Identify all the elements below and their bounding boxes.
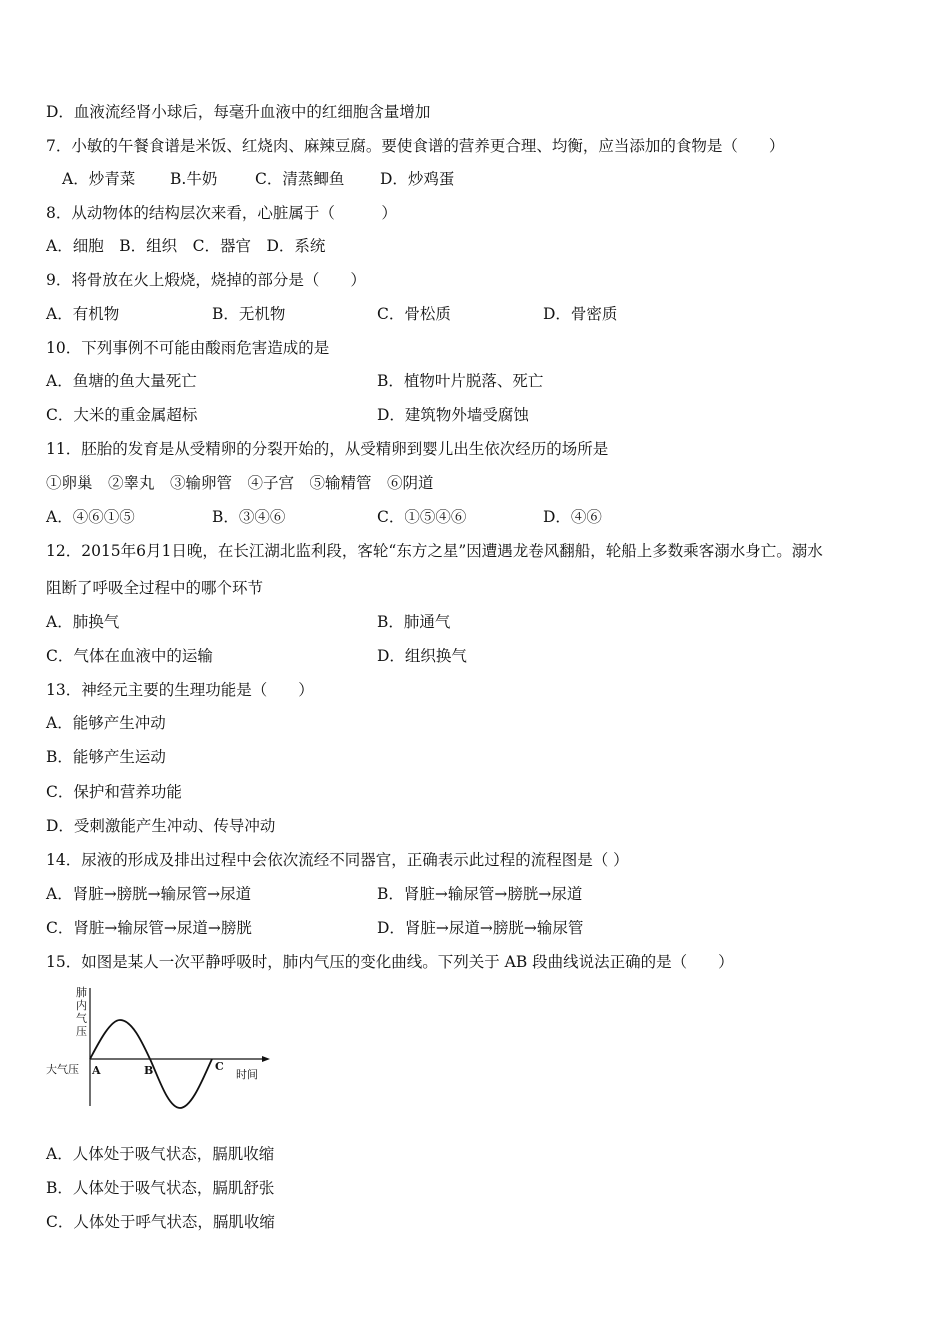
y-axis-label-2: 内 <box>76 999 87 1012</box>
q14-option-a: A．肾脏→膀胱→输尿管→尿道 <box>46 885 252 903</box>
q12-option-d: D．组织换气 <box>377 647 467 665</box>
y-axis-label-1: 肺 <box>76 986 87 999</box>
q12-option-b: B．肺通气 <box>377 613 451 631</box>
q7-option-c: C．清蒸鲫鱼 <box>255 170 345 188</box>
q13-option-d: D．受刺激能产生冲动、传导冲动 <box>46 817 276 835</box>
q7-stem: 7．小敏的午餐食谱是米饭、红烧肉、麻辣豆腐。要使食谱的营养更合理、均衡，应当添加的食物是（ ） <box>46 137 785 155</box>
point-b-label: B <box>144 1064 154 1077</box>
q7-option-d: D．炒鸡蛋 <box>380 170 455 188</box>
q11-option-a: A．④⑥①⑤ <box>46 508 135 526</box>
q15-option-b: B．人体处于吸气状态，膈肌舒张 <box>46 1179 275 1197</box>
q12-option-a: A．肺换气 <box>46 613 120 631</box>
y-axis-label-4: 压 <box>76 1025 87 1038</box>
q12-stem-line2: 阻断了呼吸全过程中的哪个环节 <box>46 579 264 597</box>
q11-option-c: C．①⑤④⑥ <box>377 508 467 526</box>
q11-option-b: B．③④⑥ <box>212 508 286 526</box>
q10-stem: 10．下列事例不可能由酸雨危害造成的是 <box>46 339 330 357</box>
q11-stem: 11．胚胎的发育是从受精卵的分裂开始的，从受精卵到婴儿出生依次经历的场所是 <box>46 440 609 458</box>
q9-option-b: B．无机物 <box>212 305 286 323</box>
q13-option-a: A．能够产生冲动 <box>46 714 166 732</box>
q8-options: A．细胞 B．组织 C．器官 D．系统 <box>46 237 326 255</box>
q13-option-b: B．能够产生运动 <box>46 748 166 766</box>
q14-option-d: D．肾脏→尿道→膀胱→输尿管 <box>377 919 584 937</box>
q15-option-a: A．人体处于吸气状态，膈肌收缩 <box>46 1145 275 1163</box>
q7-option-b: B.牛奶 <box>170 170 218 188</box>
q12-option-c: C．气体在血液中的运输 <box>46 647 213 665</box>
q14-stem: 14．尿液的形成及排出过程中会依次流经不同器官，正确表示此过程的流程图是（ ） <box>46 851 629 869</box>
q9-option-a: A．有机物 <box>46 305 120 323</box>
q12-stem-line1: 12．2015年6月1日晚，在长江湖北监利段，客轮“东方之星”因遭遇龙卷风翻船，轮船上多数乘客溺水身亡。溺水 <box>46 542 823 560</box>
q14-option-c: C．肾脏→输尿管→尿道→膀胱 <box>46 919 252 937</box>
q10-option-a: A．鱼塘的鱼大量死亡 <box>46 372 197 390</box>
y-axis-label-3: 气 <box>76 1012 87 1025</box>
q6-option-d: D．血液流经肾小球后，每毫升血液中的红细胞含量增加 <box>46 103 431 121</box>
q9-stem: 9．将骨放在火上煅烧，烧掉的部分是（ ） <box>46 271 366 289</box>
q10-option-d: D．建筑物外墙受腐蚀 <box>377 406 529 424</box>
q15-stem: 15．如图是某人一次平静呼吸时，肺内气压的变化曲线。下列关于 AB 段曲线说法正确的是（ ） <box>46 953 734 971</box>
point-c-label: C <box>215 1060 224 1073</box>
q15-option-c: C．人体处于呼气状态，膈肌收缩 <box>46 1213 275 1231</box>
pressure-curve-graph <box>40 984 280 1114</box>
q9-option-d: D．骨密质 <box>543 305 618 323</box>
x-axis-arrow <box>262 1056 270 1062</box>
q10-option-b: B．植物叶片脱落、死亡 <box>377 372 544 390</box>
q10-option-c: C．大米的重金属超标 <box>46 406 198 424</box>
q8-stem: 8．从动物体的结构层次来看，心脏属于（ ） <box>46 204 397 222</box>
point-a-label: A <box>92 1064 101 1077</box>
q14-option-b: B．肾脏→输尿管→膀胱→尿道 <box>377 885 583 903</box>
q9-option-c: C．骨松质 <box>377 305 451 323</box>
x-axis-label: 时间 <box>236 1068 258 1081</box>
q11-option-d: D．④⑥ <box>543 508 602 526</box>
q13-stem: 13．神经元主要的生理功能是（ ） <box>46 681 314 699</box>
q13-option-c: C．保护和营养功能 <box>46 783 182 801</box>
baseline-label: 大气压 <box>46 1063 79 1076</box>
q11-choices: ①卵巢 ②睾丸 ③输卵管 ④子宫 ⑤输精管 ⑥阴道 <box>46 474 434 492</box>
q7-option-a: A．炒青菜 <box>62 170 136 188</box>
